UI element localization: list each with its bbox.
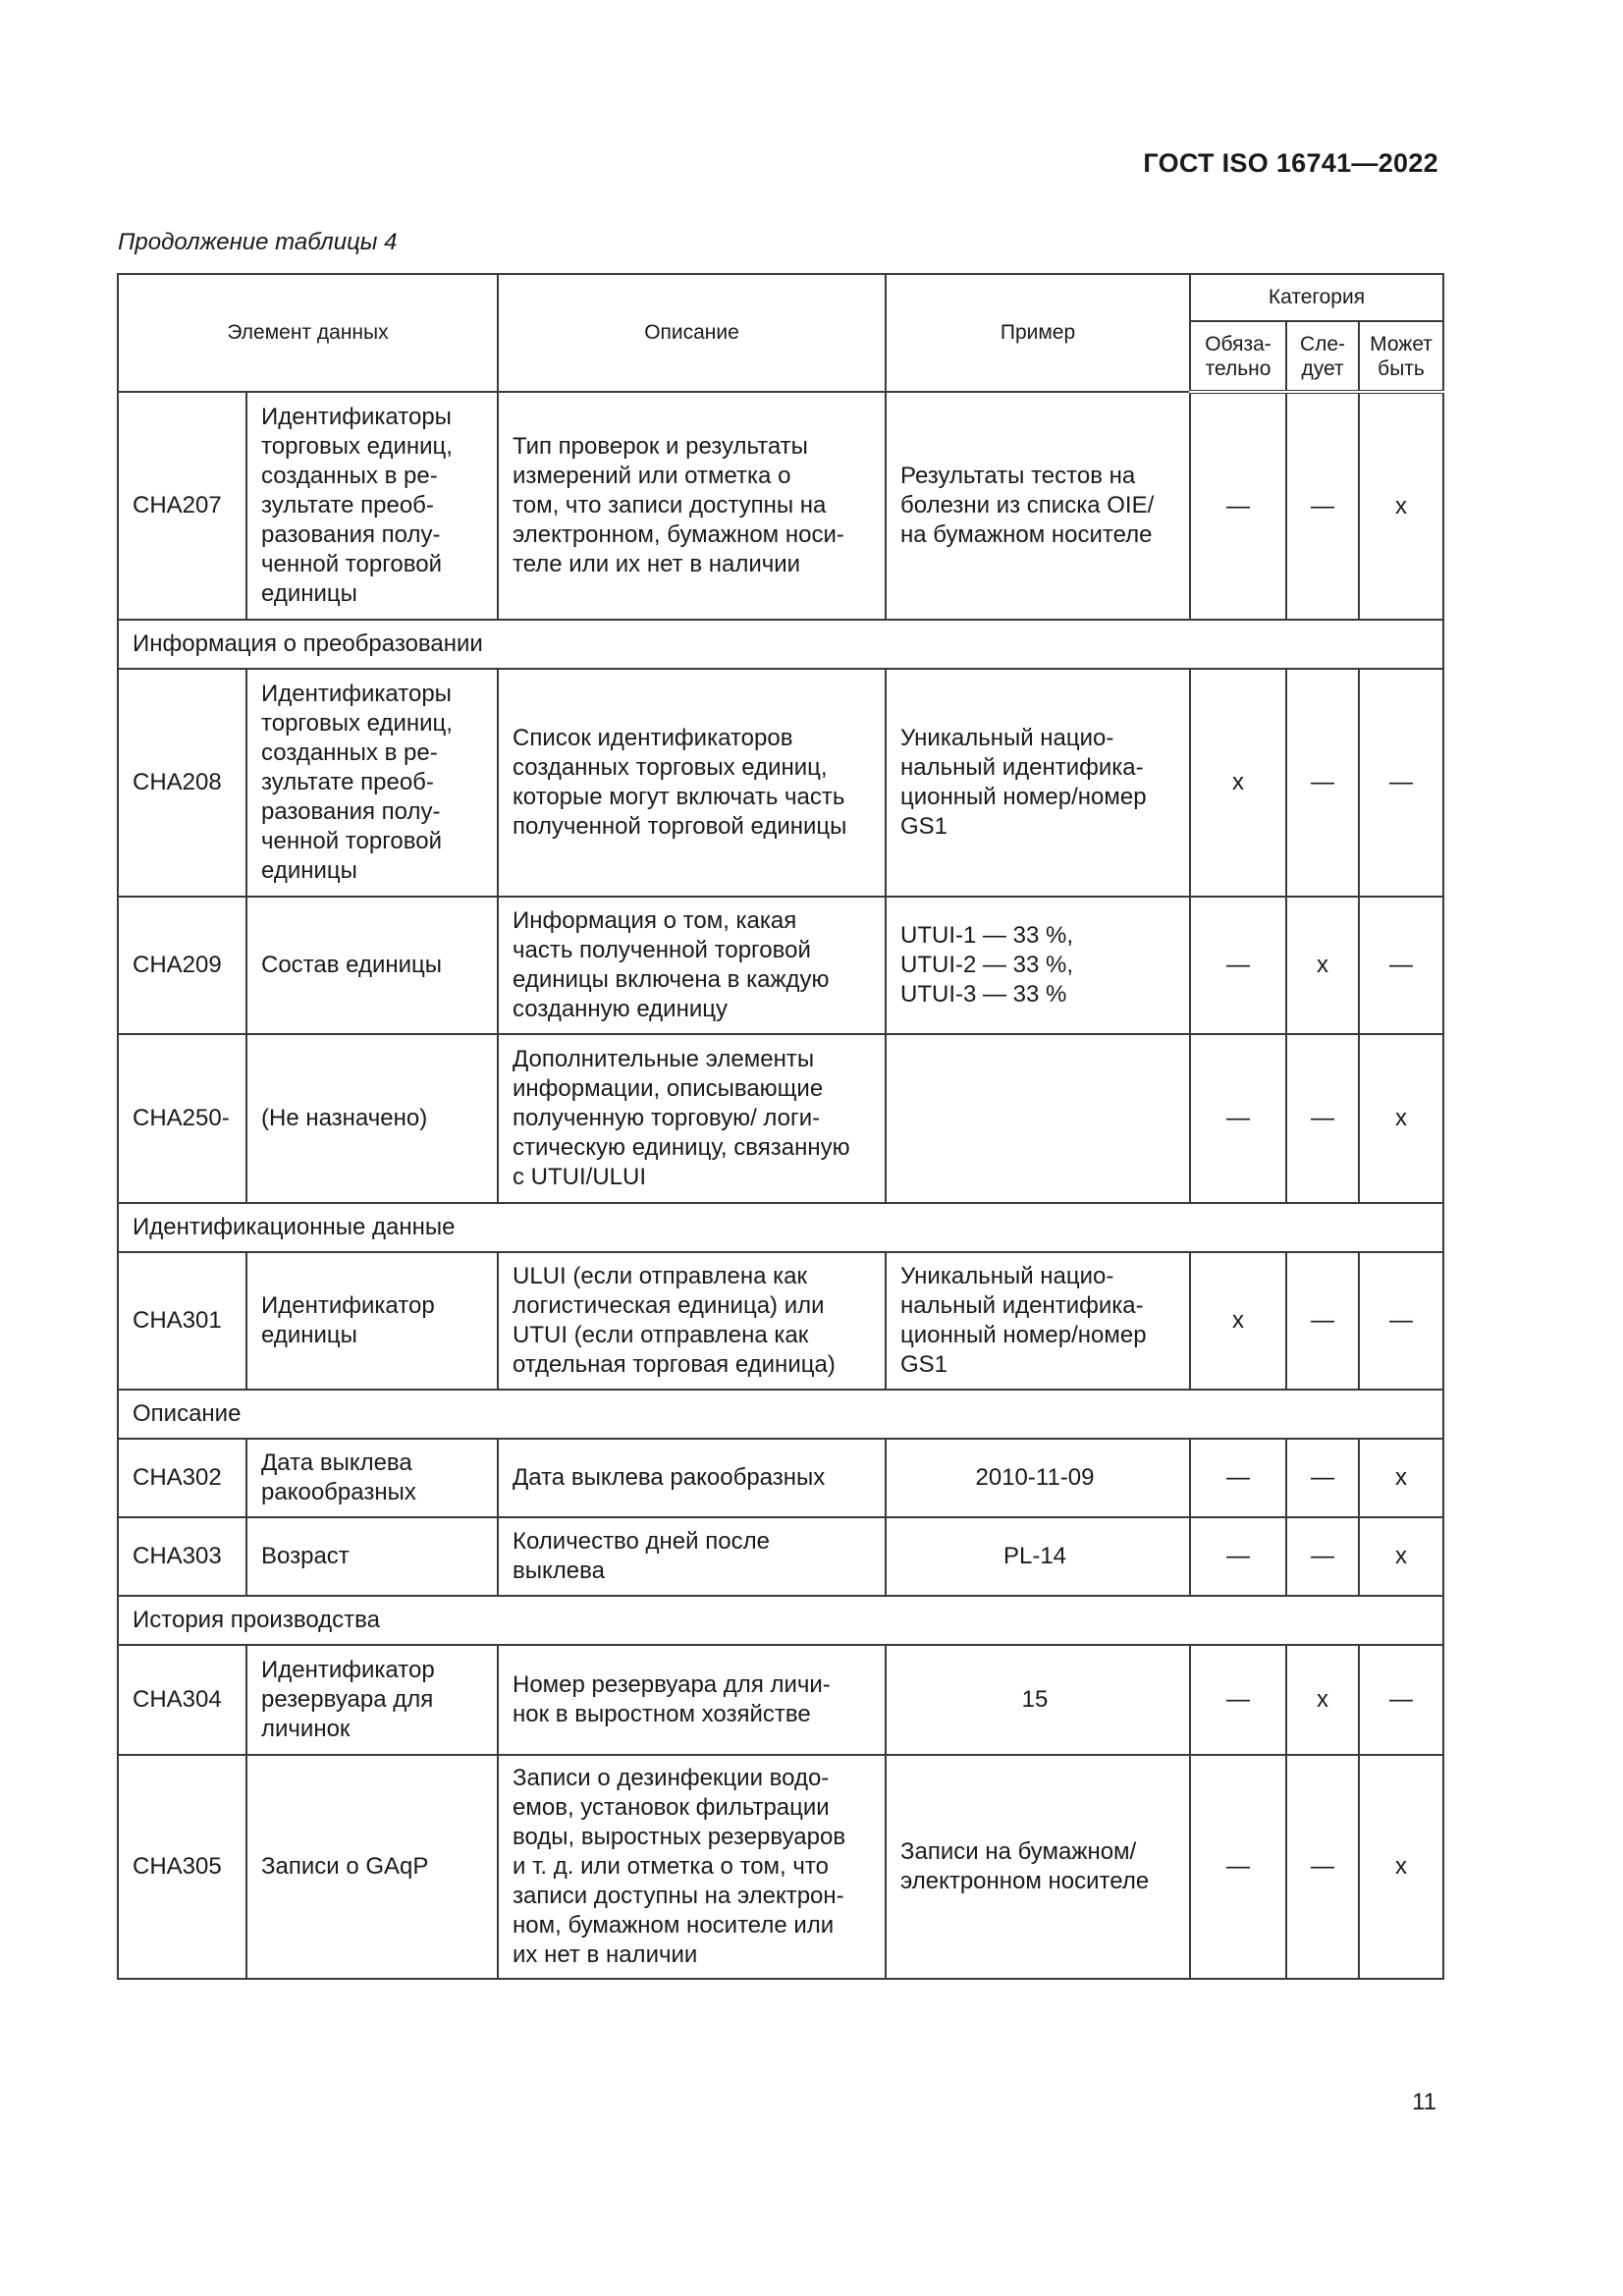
description-line: электронном, бумажном носи- (513, 521, 844, 548)
header-category: Категория (1190, 274, 1443, 321)
element-code: CHA250- (118, 1034, 246, 1203)
name-line: созданных в ре- (261, 739, 438, 766)
description-line: Количество дней после (513, 1528, 770, 1555)
description-line: выклева (513, 1558, 605, 1584)
example-line: Уникальный нацио- (900, 725, 1114, 751)
description-line: логистическая единица) или (513, 1292, 825, 1319)
table-row (118, 669, 1443, 897)
element-example (886, 1034, 1190, 1203)
header-description: Описание (498, 274, 886, 392)
element-example (886, 1755, 1190, 1979)
category-mandatory-mark: — (1190, 1517, 1286, 1596)
element-example (886, 1517, 1190, 1596)
name-line: Идентификаторы (261, 404, 452, 430)
table-row (118, 1645, 1443, 1755)
element-code: CHA301 (118, 1252, 246, 1390)
element-name (246, 1517, 498, 1596)
name-line: Состав единицы (261, 952, 443, 978)
description-line: том, что записи доступны на (513, 492, 827, 519)
name-line: Идентификаторы (261, 681, 452, 707)
element-description (498, 1645, 886, 1755)
element-code: CHA209 (118, 897, 246, 1034)
name-line: торговых единиц, (261, 710, 453, 737)
name-line: единицы (261, 580, 357, 607)
example-line: ционный номер/номер (900, 1322, 1147, 1348)
category-may-mark: x (1359, 1517, 1443, 1596)
description-line: емов, установок фильтрации (513, 1794, 830, 1821)
table-row (118, 1252, 1443, 1390)
name-line: личинок (261, 1716, 351, 1742)
element-description (498, 897, 886, 1034)
element-name (246, 669, 498, 897)
category-may-mark: x (1359, 1034, 1443, 1203)
category-should-mark: — (1286, 1517, 1359, 1596)
example-line: нальный идентифика- (900, 1292, 1144, 1319)
name-line: резервуара для (261, 1686, 434, 1713)
category-mandatory-mark: x (1190, 1252, 1286, 1390)
description-line: отдельная торговая единица) (513, 1351, 836, 1378)
table-row (118, 1439, 1443, 1517)
element-example (886, 669, 1190, 897)
name-line: единицы (261, 1322, 357, 1348)
category-should-mark: — (1286, 1755, 1359, 1979)
description-line: полученной торговой единицы (513, 813, 847, 840)
category-should-mark: — (1286, 1034, 1359, 1203)
section-row (118, 620, 1443, 669)
example-line: Уникальный нацио- (900, 1263, 1114, 1289)
name-line: торговых единиц, (261, 433, 453, 460)
description-line: Дополнительные элементы (513, 1046, 815, 1072)
category-should-mark: — (1286, 1252, 1359, 1390)
section-row (118, 1203, 1443, 1252)
description-line: и т. д. или отметка о том, что (513, 1853, 829, 1880)
example-line: Результаты тестов на (900, 463, 1136, 489)
data-elements-table (117, 273, 1444, 1980)
section-row (118, 1390, 1443, 1439)
example-line: UTUI-3 — 33 % (900, 981, 1067, 1008)
element-description (498, 1439, 886, 1517)
example-line: 2010-11-09 (975, 1464, 1095, 1491)
description-line: Дата выклева ракообразных (513, 1464, 826, 1491)
name-line: Дата выклева (261, 1449, 412, 1476)
element-name (246, 897, 498, 1034)
element-description (498, 392, 886, 620)
category-mandatory-mark: — (1190, 1645, 1286, 1755)
element-name (246, 392, 498, 620)
description-line: созданных торговых единиц, (513, 754, 828, 781)
name-line: Возраст (261, 1543, 350, 1569)
description-line: UTUI (если отправлена как (513, 1322, 809, 1348)
element-example (886, 1439, 1190, 1517)
element-name (246, 1755, 498, 1979)
category-should-mark: — (1286, 392, 1359, 620)
element-code: CHA303 (118, 1517, 246, 1596)
header-row-1 (118, 274, 1443, 321)
table-row (118, 1517, 1443, 1596)
category-should-mark: — (1286, 1439, 1359, 1517)
example-line: GS1 (900, 1351, 948, 1378)
element-description (498, 1517, 886, 1596)
name-line: ченной торговой (261, 828, 443, 854)
description-line: созданную единицу (513, 996, 728, 1022)
name-line: Идентификатор (261, 1292, 435, 1319)
element-name (246, 1439, 498, 1517)
example-line: болезни из списка OIE/ (900, 492, 1155, 519)
example-line: электронном носителе (900, 1868, 1150, 1894)
category-mandatory-mark: — (1190, 897, 1286, 1034)
name-line: ракообразных (261, 1479, 416, 1505)
element-name (246, 1252, 498, 1390)
element-name (246, 1645, 498, 1755)
description-line: информации, описывающие (513, 1075, 824, 1102)
category-may-mark: — (1359, 1252, 1443, 1390)
description-line: часть полученной торговой (513, 937, 811, 963)
section-title: Идентификационные данные (118, 1203, 1443, 1252)
element-example (886, 1645, 1190, 1755)
table-caption: Продолжение таблицы 4 (118, 229, 398, 255)
element-description (498, 1252, 886, 1390)
section-title: Информация о преобразовании (118, 620, 1443, 669)
category-mandatory-mark: — (1190, 1034, 1286, 1203)
category-mandatory-mark: — (1190, 1439, 1286, 1517)
description-line: нок в выростном хозяйстве (513, 1701, 811, 1727)
element-description (498, 1034, 886, 1203)
element-code: CHA207 (118, 392, 246, 620)
category-mandatory-mark: x (1190, 669, 1286, 897)
category-mandatory-mark: — (1190, 392, 1286, 620)
name-line: разования полу- (261, 521, 441, 548)
example-line: 15 (1021, 1686, 1049, 1713)
description-line: ном, бумажном носителе или (513, 1912, 835, 1939)
table-row (118, 392, 1443, 620)
element-example (886, 392, 1190, 620)
element-code: CHA305 (118, 1755, 246, 1979)
description-line: Тип проверок и результаты (513, 433, 808, 460)
element-example (886, 897, 1190, 1034)
element-code: CHA208 (118, 669, 246, 897)
header-element: Элемент данных (118, 274, 498, 392)
name-line: Идентификатор (261, 1657, 435, 1683)
header-may: Может быть (1359, 321, 1443, 392)
header-mandatory: Обяза- тельно (1190, 321, 1286, 392)
name-line: Записи о GAqP (261, 1853, 429, 1880)
description-line: Список идентификаторов (513, 725, 793, 751)
category-may-mark: — (1359, 897, 1443, 1034)
section-title: История производства (118, 1596, 1443, 1645)
name-line: созданных в ре- (261, 463, 438, 489)
table-row (118, 897, 1443, 1034)
name-line: зультате преоб- (261, 492, 434, 519)
category-may-mark: x (1359, 1755, 1443, 1979)
description-line: которые могут включать часть (513, 784, 845, 810)
description-line: единицы включена в каждую (513, 966, 830, 993)
description-line: стическую единицу, связанную (513, 1134, 850, 1161)
description-line: полученную торговую/ логи- (513, 1105, 821, 1131)
example-line: UTUI-1 — 33 %, (900, 922, 1074, 949)
element-description (498, 669, 886, 897)
section-title: Описание (118, 1390, 1443, 1439)
category-may-mark: x (1359, 392, 1443, 620)
description-line: Информация о том, какая (513, 907, 797, 934)
example-line: GS1 (900, 813, 948, 840)
section-row (118, 1596, 1443, 1645)
name-line: единицы (261, 857, 357, 884)
header-example: Пример (886, 274, 1190, 392)
document-code: ГОСТ ISO 16741—2022 (1143, 148, 1438, 178)
category-mandatory-mark: — (1190, 1755, 1286, 1979)
description-line: с UTUI/ULUI (513, 1164, 647, 1190)
description-line: воды, выростных резервуаров (513, 1824, 846, 1850)
example-line: на бумажном носителе (900, 521, 1153, 548)
name-line: (Не назначено) (261, 1105, 428, 1131)
category-should-mark: x (1286, 1645, 1359, 1755)
element-code: CHA304 (118, 1645, 246, 1755)
description-line: измерений или отметка о (513, 463, 791, 489)
example-line: Записи на бумажном/ (900, 1838, 1137, 1865)
name-line: разования полу- (261, 798, 441, 825)
example-line: ционный номер/номер (900, 784, 1147, 810)
element-description (498, 1755, 886, 1979)
category-should-mark: x (1286, 897, 1359, 1034)
table-row (118, 1755, 1443, 1979)
category-may-mark: — (1359, 669, 1443, 897)
header-should: Сле- дует (1286, 321, 1359, 392)
name-line: ченной торговой (261, 551, 443, 577)
description-line: их нет в наличии (513, 1941, 698, 1968)
description-line: записи доступны на электрон- (513, 1883, 844, 1909)
table-body (118, 392, 1443, 1979)
description-line: ULUI (если отправлена как (513, 1263, 807, 1289)
page-number: 11 (1412, 2089, 1436, 2115)
element-name (246, 1034, 498, 1203)
description-line: Номер резервуара для личи- (513, 1671, 831, 1698)
example-line: нальный идентифика- (900, 754, 1144, 781)
category-should-mark: — (1286, 669, 1359, 897)
example-line: PL-14 (1002, 1543, 1067, 1569)
description-line: теле или их нет в наличии (513, 551, 801, 577)
description-line: Записи о дезинфекции водо- (513, 1765, 830, 1791)
element-code: CHA302 (118, 1439, 246, 1517)
category-may-mark: x (1359, 1439, 1443, 1517)
table-row (118, 1034, 1443, 1203)
example-line: UTUI-2 — 33 %, (900, 952, 1074, 978)
name-line: зультате преоб- (261, 769, 434, 795)
category-may-mark: — (1359, 1645, 1443, 1755)
element-example (886, 1252, 1190, 1390)
